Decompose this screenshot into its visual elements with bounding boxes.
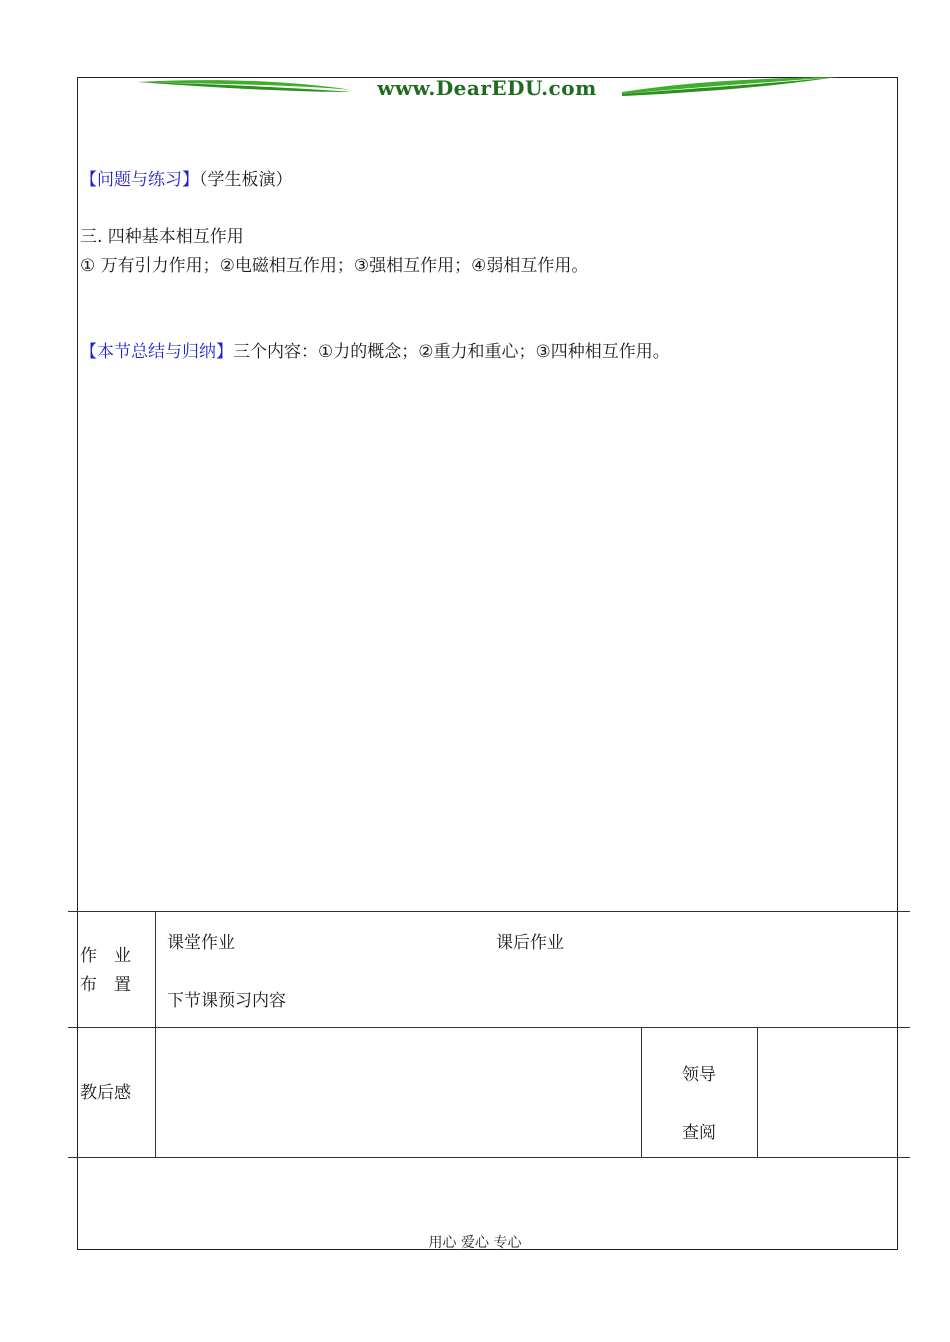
- leader-label: 领导: [682, 1065, 716, 1085]
- practice-line: [80, 168, 293, 192]
- preview-label: 下节课预习内容: [167, 991, 286, 1011]
- summary-line: [80, 340, 670, 364]
- table-rule-middle: [68, 1027, 910, 1028]
- homework-label: 布 置: [80, 975, 131, 995]
- site-banner: www.DearEDU.com: [377, 76, 597, 100]
- footer-motto: 用心 爱心 专心: [428, 1235, 522, 1251]
- table-rule-bottom: [68, 1157, 910, 1158]
- practice-heading: 【问题与练习】: [80, 170, 199, 190]
- table-col-divider: [641, 1027, 642, 1157]
- practice-note: （学生板演）: [199, 170, 293, 190]
- table-col-divider: [155, 911, 156, 1157]
- leader-label: 查阅: [682, 1123, 716, 1143]
- section-items: ① 万有引力作用；②电磁相互作用；③强相互作用；④弱相互作用。: [80, 256, 589, 276]
- afterclass-label: 课后作业: [496, 933, 564, 953]
- summary-heading: 【本节总结与归纳】: [80, 342, 233, 362]
- table-rule-top: [68, 911, 910, 912]
- section-title: 三. 四种基本相互作用: [80, 227, 244, 247]
- classwork-label: 课堂作业: [167, 933, 235, 953]
- page-frame: [77, 77, 898, 1250]
- summary-text: 三个内容：①力的概念；②重力和重心；③四种相互作用。: [233, 342, 670, 362]
- reflection-label: 教后感: [80, 1083, 131, 1103]
- table-col-divider: [757, 1027, 758, 1157]
- homework-label: 作 业: [80, 946, 131, 966]
